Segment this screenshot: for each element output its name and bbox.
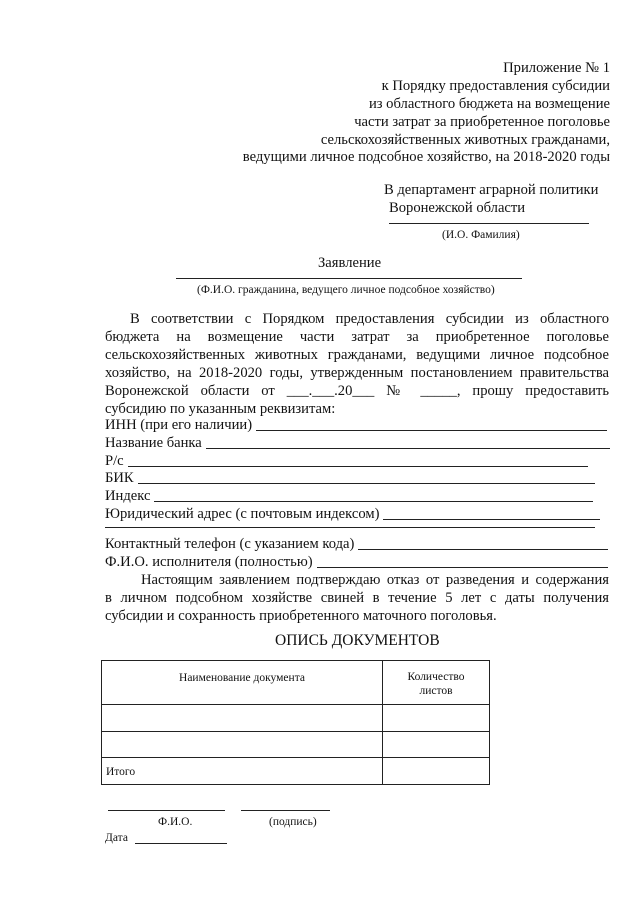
index-input-line[interactable] (154, 501, 593, 502)
signature-line[interactable] (241, 810, 330, 811)
confirmation-line-3: субсидии и сохранность приобретенного маточного поголовья. (105, 608, 497, 624)
page-title: Заявление (318, 255, 382, 271)
bik-field[interactable] (105, 469, 595, 487)
date-input-line[interactable] (135, 843, 227, 844)
confirmation-line-1: Настоящим заявлением подтверждаю отказ от разведения и содержания (141, 572, 609, 588)
account-input-line[interactable] (128, 466, 588, 467)
applicant-caption: (Ф.И.О. гражданина, ведущего личное подсобное хозяйство) (197, 284, 495, 296)
executor-field[interactable] (105, 553, 608, 571)
bik-label: БИК (105, 470, 134, 486)
body-line-1: В соответствии с Порядком предоставления субсидии из областного (130, 311, 609, 327)
inn-input-line[interactable] (256, 430, 607, 431)
executor-input-line[interactable] (317, 567, 608, 568)
date-label: Дата (105, 832, 128, 844)
header-line-6: ведущими личное подсобное хозяйство, на 2018-2020 годы (242, 149, 610, 165)
fio-signature-line[interactable] (108, 810, 225, 811)
body-line-6: субсидию по указанным реквизитам: (105, 401, 336, 417)
legal-address-field[interactable] (105, 505, 600, 523)
legal-address-label: Юридический адрес (с почтовым индексом) (105, 506, 380, 522)
body-line-2: бюджета на возмещение части затрат за приобретенное поголовье (105, 329, 609, 345)
addressee-line-1: В департамент аграрной политики (384, 182, 599, 198)
table-header-row (102, 661, 490, 705)
header-line-2: к Порядку предоставления субсидии (381, 78, 610, 94)
legal-address-input-line[interactable] (383, 519, 600, 520)
body-line-5: Воронежской области от ___.___.20___ № _____, прошу предоставить (105, 383, 609, 399)
col-header-count-line-2: листов (419, 685, 453, 697)
bik-input-line[interactable] (138, 483, 595, 484)
legal-address-extra-line[interactable] (105, 527, 595, 528)
inn-label: ИНН (при его наличии) (105, 417, 253, 433)
phone-label: Контактный телефон (с указанием кода) (105, 536, 355, 552)
fio-caption: Ф.И.О. (158, 816, 193, 828)
header-line-4: части затрат за приобретенное поголовье (354, 114, 610, 130)
bank-name-label: Название банка (105, 435, 202, 451)
addressee-name-line[interactable] (389, 223, 589, 224)
account-field[interactable] (105, 452, 588, 470)
inventory-title: ОПИСЬ ДОКУМЕНТОВ (275, 632, 440, 649)
bank-name-input-line[interactable] (206, 448, 610, 449)
index-field[interactable] (105, 487, 593, 505)
col-header-count (383, 661, 490, 705)
phone-input-line[interactable] (358, 549, 608, 550)
col-header-count-line-1: Количество (407, 671, 465, 683)
header-line-5: сельскохозяйственных животных гражданами, (320, 132, 610, 148)
header-line-3: из областного бюджета на возмещение (368, 96, 610, 112)
confirmation-line-2: в личном подсобном хозяйстве свиней в течение 5 лет с даты получения (105, 590, 609, 606)
table-total-row (102, 758, 490, 785)
table-row (102, 732, 490, 758)
table-row (102, 705, 490, 732)
table-cell-count[interactable] (383, 705, 490, 732)
bank-name-field[interactable] (105, 434, 610, 452)
table-cell-name[interactable] (102, 732, 383, 758)
header-line-1: Приложение № 1 (503, 60, 610, 76)
addressee-line-2: Воронежской области (389, 200, 526, 216)
total-label: Итого (102, 758, 383, 785)
addressee-caption: (И.О. Фамилия) (442, 229, 520, 241)
body-line-3: сельскохозяйственных животных гражданами, ведущими личное подсобное (105, 347, 609, 363)
applicant-name-line[interactable] (176, 278, 522, 279)
index-label: Индекс (105, 488, 151, 504)
col-header-name: Наименование документа (102, 661, 383, 705)
executor-label: Ф.И.О. исполнителя (полностью) (105, 554, 313, 570)
total-count-cell[interactable] (383, 758, 490, 785)
signature-caption: (подпись) (269, 816, 317, 828)
inventory-table (101, 660, 490, 785)
account-label: Р/с (105, 453, 124, 469)
inn-field[interactable] (105, 416, 610, 434)
body-line-4: хозяйство, на 2018-2020 годы, утвержденным постановлением правительства (105, 365, 609, 381)
table-cell-name[interactable] (102, 705, 383, 732)
table-cell-count[interactable] (383, 732, 490, 758)
phone-field[interactable] (105, 535, 608, 553)
